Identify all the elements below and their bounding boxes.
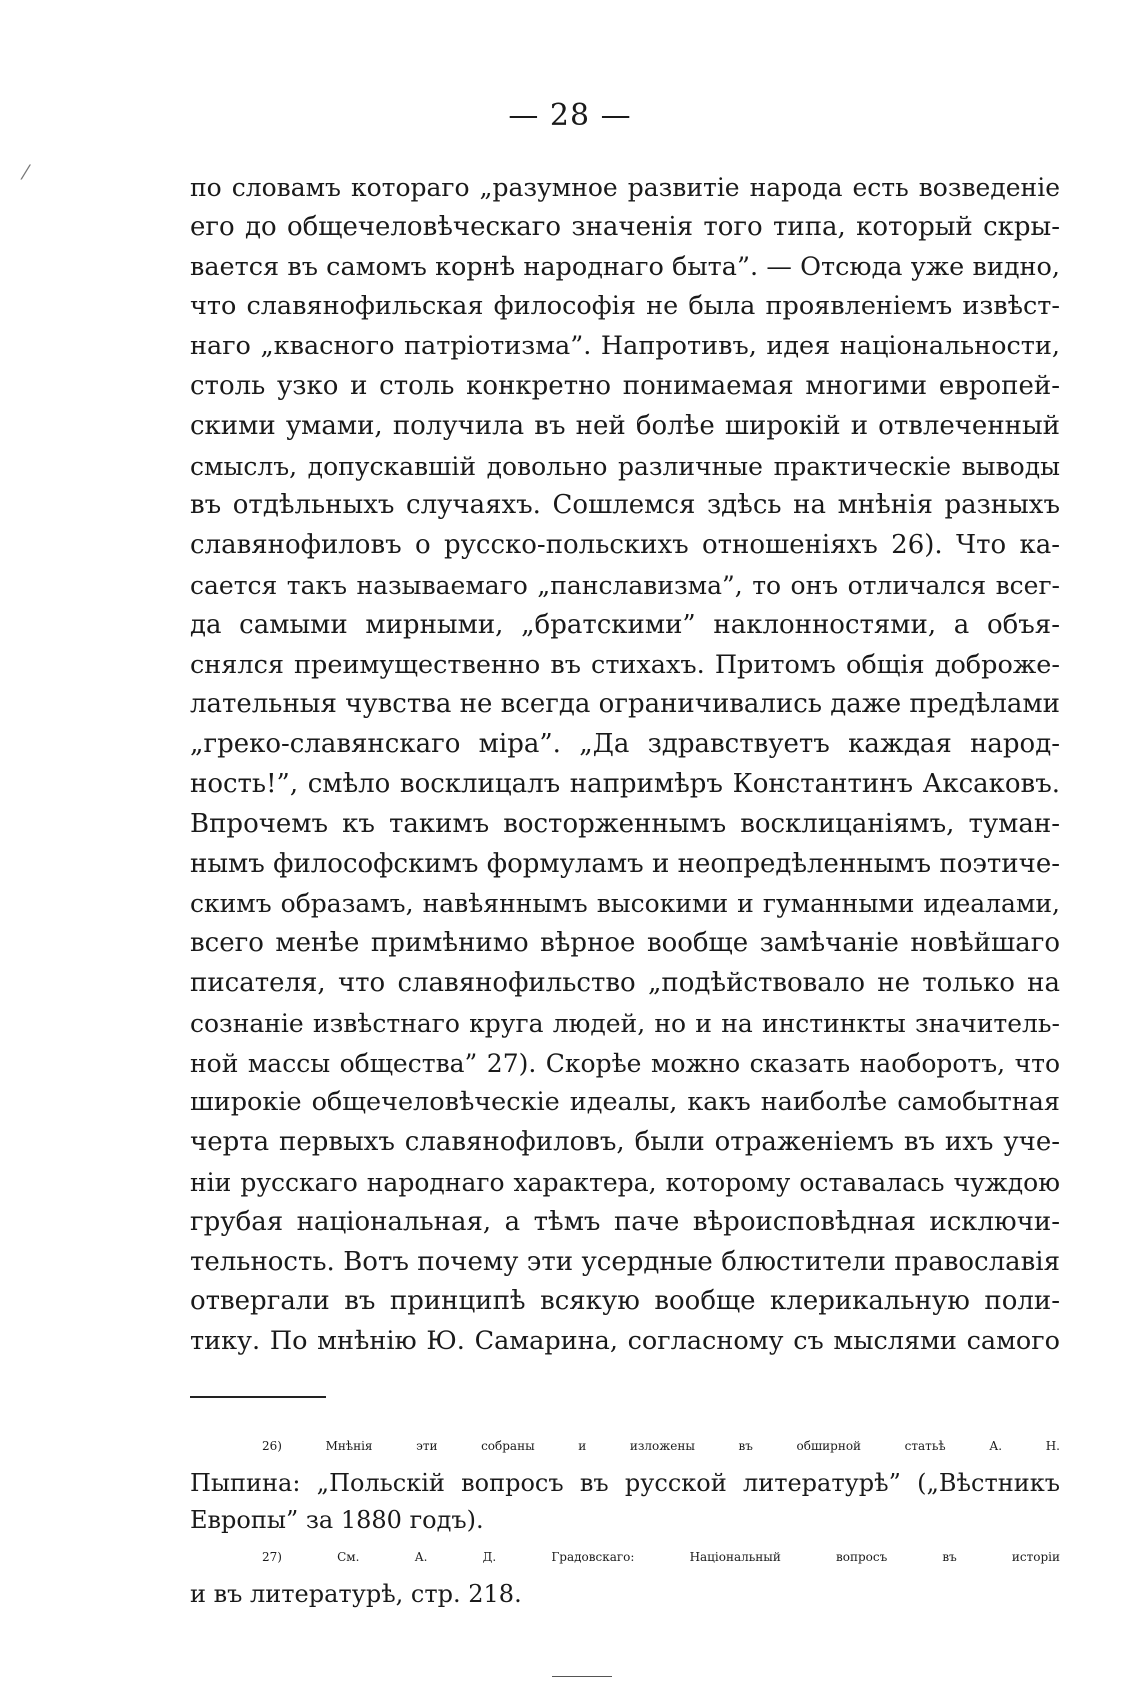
text-line: снялся преимущественно въ стихахъ. Притомъ общія доброже-	[190, 649, 1060, 680]
text-line: черта первыхъ славянофиловъ, были отраженіемъ въ ихъ уче-	[190, 1127, 1060, 1158]
footnote-divider	[190, 1396, 326, 1398]
footnote-line: 27) См. А. Д. Градовскаго: Національный вопросъ въ исторіи	[262, 1550, 1060, 1564]
text-line: въ отдѣльныхъ случаяхъ. Сошлемся здѣсь на мнѣнія разныхъ	[190, 490, 1060, 521]
footnotes	[190, 1428, 1060, 1613]
text-line: нымъ философскимъ формуламъ и неопредѣленнымъ поэтиче-	[190, 848, 1060, 879]
text-line: смыслъ, допускавшій довольно различные практическіе выводы	[190, 451, 1060, 481]
page-number: — 28 —	[508, 98, 632, 133]
text-line: тику. По мнѣнію Ю. Самарина, согласному съ мыслями самого	[190, 1326, 1060, 1357]
text-line: скими умами, получила въ ней болѣе широкій и отвлеченный	[190, 410, 1060, 441]
text-line: столь узко и столь конкретно понимаемая многими европей-	[190, 370, 1060, 401]
text-line: его до общечеловѣческаго значенія того типа, который скры-	[190, 211, 1060, 242]
text-line: ность!”, смѣло восклицалъ напримѣръ Константинъ Аксаковъ.	[190, 768, 1060, 799]
text-line: по словамъ котораго „разумное развитіе народа есть возведеніе	[190, 173, 1060, 202]
text-line: грубая національная, а тѣмъ паче вѣроисповѣдная исключи-	[190, 1206, 1060, 1237]
body-text	[190, 168, 1060, 1362]
text-line: скимъ образамъ, навѣяннымъ высокими и гуманными идеалами,	[190, 889, 1060, 919]
footnote-line: Европы” за 1880 годъ).	[190, 1506, 484, 1534]
bottom-mark	[552, 1676, 612, 1677]
text-line: широкіе общечеловѣческіе идеалы, какъ наиболѣе самобытная	[190, 1087, 1060, 1118]
text-line: „греко-славянскаго міра”. „Да здравствуетъ каждая народ-	[190, 729, 1060, 760]
text-line: ной массы общества” 27). Скорѣе можно сказать наоборотъ, что	[190, 1048, 1060, 1078]
text-line: отвергали въ принципѣ всякую вообще клерикальную поли-	[190, 1286, 1060, 1317]
text-line: что славянофильская философія не была проявленіемъ извѣст-	[190, 291, 1060, 322]
text-line: сознаніе извѣстнаго круга людей, но и на инстинкты значитель-	[190, 1008, 1060, 1038]
text-line: сается такъ называемаго „панславизма”, то онъ отличался всег-	[190, 570, 1060, 600]
text-line: славянофиловъ о русско-польскихъ отношеніяхъ 26). Что ка-	[190, 530, 1060, 561]
text-line: да самыми мирными, „братскими” наклонностями, а объя-	[190, 609, 1060, 640]
text-line: писателя, что славянофильство „подѣйствовало не только на	[190, 967, 1060, 998]
text-line: лательныя чувства не всегда ограничивались даже предѣлами	[190, 689, 1060, 720]
footnote-line: Пыпина: „Польскій вопросъ въ русской литературѣ” („Вѣстникъ	[190, 1469, 1060, 1497]
text-line: ніи русскаго народнаго характера, которому оставалась чуждою	[190, 1167, 1060, 1197]
footnote-line: 26) Мнѣнія эти собраны и изложены въ обширной статьѣ А. Н.	[262, 1439, 1060, 1453]
footnote-line: и въ литературѣ, стр. 218.	[190, 1580, 522, 1608]
text-line: Впрочемъ къ такимъ восторженнымъ восклицаніямъ, туман-	[190, 808, 1060, 839]
text-line: наго „квасного патріотизма”. Напротивъ, идея національности,	[190, 331, 1060, 362]
text-line: вается въ самомъ корнѣ народнаго быта”. — Отсюда уже видно,	[190, 251, 1060, 282]
margin-mark: ⁄	[24, 160, 28, 184]
text-line: тельность. Вотъ почему эти усердные блюстители православія	[190, 1246, 1060, 1277]
text-line: всего менѣе примѣнимо вѣрное вообще замѣчаніе новѣйшаго	[190, 928, 1060, 959]
